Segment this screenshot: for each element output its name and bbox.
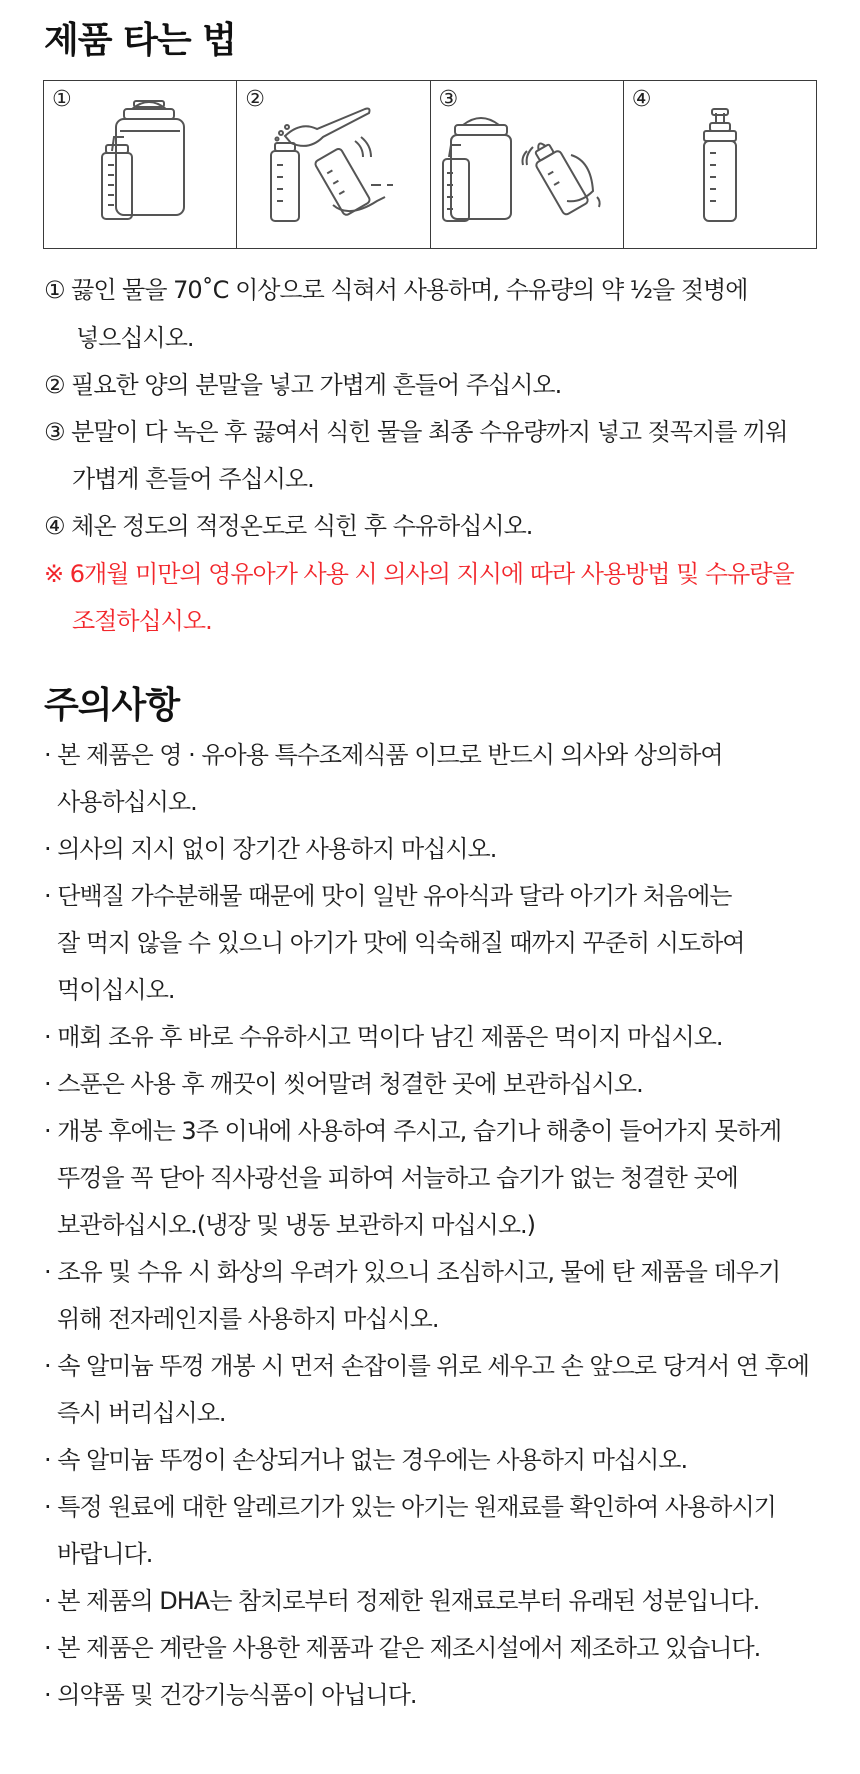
prep-steps-panel — [43, 80, 817, 249]
caution-item: · 조유 및 수유 시 화상의 우려가 있으니 조심하시고, 물에 탄 제품을 데우기 — [44, 1258, 781, 1286]
caution-item-cont: 즉시 버리십시오. — [57, 1399, 226, 1427]
caution-item-cont: 먹이십시오. — [57, 976, 175, 1004]
caution-item: · 속 알미늄 뚜껑 개봉 시 먼저 손잡이를 위로 세우고 손 앞으로 당겨서 연 후에 — [44, 1352, 809, 1380]
step-number: ③ — [438, 87, 459, 112]
caution-item: · 개봉 후에는 3주 이내에 사용하여 주시고, 습기나 해충이 들어가지 못하게 — [44, 1117, 782, 1145]
caution-item-cont: 보관하십시오.(냉장 및 냉동 보관하지 마십시오.) — [57, 1211, 535, 1239]
warning-note-cont: 조절하십시오. — [72, 607, 212, 635]
prep-step-4 — [624, 81, 816, 248]
caution-item: · 의사의 지시 없이 장기간 사용하지 마십시오. — [44, 835, 497, 863]
prep-step-1 — [44, 81, 237, 248]
caution-item: · 본 제품은 영 · 유아용 특수조제식품 이므로 반드시 의사와 상의하여 — [44, 741, 723, 769]
caution-item: · 속 알미늄 뚜껑이 손상되거나 없는 경우에는 사용하지 마십시오. — [44, 1446, 688, 1474]
prep-step-2 — [237, 81, 430, 248]
prep-step-3-text: ③ 분말이 다 녹은 후 끓여서 식힌 물을 최종 수유량까지 넣고 젖꼭지를 끼워 — [44, 418, 788, 446]
prep-step-2-text: ② 필요한 양의 분말을 넣고 가볍게 흔들어 주십시오. — [44, 371, 562, 399]
caution-item: · 특정 원료에 대한 알레르기가 있는 아기는 원재료를 확인하여 사용하시기 — [44, 1493, 776, 1521]
caution-item-cont: 뚜껑을 꼭 닫아 직사광선을 피하여 서늘하고 습기가 없는 청결한 곳에 — [57, 1164, 738, 1192]
caution-item: · 스푼은 사용 후 깨끗이 씻어말려 청결한 곳에 보관하십시오. — [44, 1070, 643, 1098]
caution-item-cont: 바랍니다. — [57, 1540, 153, 1568]
caution-item: · 의약품 및 건강기능식품이 아닙니다. — [44, 1681, 417, 1709]
caution-item: · 매회 조유 후 바로 수유하시고 먹이다 남긴 제품은 먹이지 마십시오. — [44, 1023, 723, 1051]
step-number: ② — [245, 87, 265, 112]
caution-item-cont: 사용하십시오. — [57, 788, 197, 816]
step-number: ④ — [631, 87, 652, 112]
caution-item: · 본 제품의 DHA는 참치로부터 정제한 원재료로부터 유래된 성분입니다. — [44, 1587, 760, 1615]
caution-item-cont: 위해 전자레인지를 사용하지 마십시오. — [57, 1305, 439, 1333]
warning-note: ※ 6개월 미만의 영유아가 사용 시 의사의 지시에 따라 사용방법 및 수유량을 — [44, 560, 794, 588]
prep-step-4-text: ④ 체온 정도의 적정온도로 식힌 후 수유하십시오. — [44, 512, 533, 540]
prep-step-3-text-cont: 가볍게 흔들어 주십시오. — [72, 465, 314, 493]
caution-section-title: 주의사항 — [44, 685, 180, 726]
pour-water-icon — [44, 81, 237, 247]
prep-section-title: 제품 타는 법 — [44, 20, 236, 61]
prep-step-1-text: ① 끓인 물을 70˚C 이상으로 식혀서 사용하며, 수유량의 약 ½을 젖병에 — [44, 276, 748, 304]
fill-water-shake-icon — [431, 81, 624, 247]
caution-item-cont: 잘 먹지 않을 수 있으니 아기가 맛에 익숙해질 때까지 꾸준히 시도하여 — [57, 929, 745, 957]
step-number: ① — [52, 87, 72, 112]
bottle-ready-icon — [624, 81, 817, 247]
prep-step-3 — [431, 81, 624, 248]
add-powder-shake-icon — [237, 81, 430, 247]
caution-item: · 본 제품은 계란을 사용한 제품과 같은 제조시설에서 제조하고 있습니다. — [44, 1634, 761, 1662]
caution-item: · 단백질 가수분해물 때문에 맛이 일반 유아식과 달라 아기가 처음에는 — [44, 882, 732, 910]
prep-step-1-text-cont: 넣으십시오. — [76, 324, 194, 352]
